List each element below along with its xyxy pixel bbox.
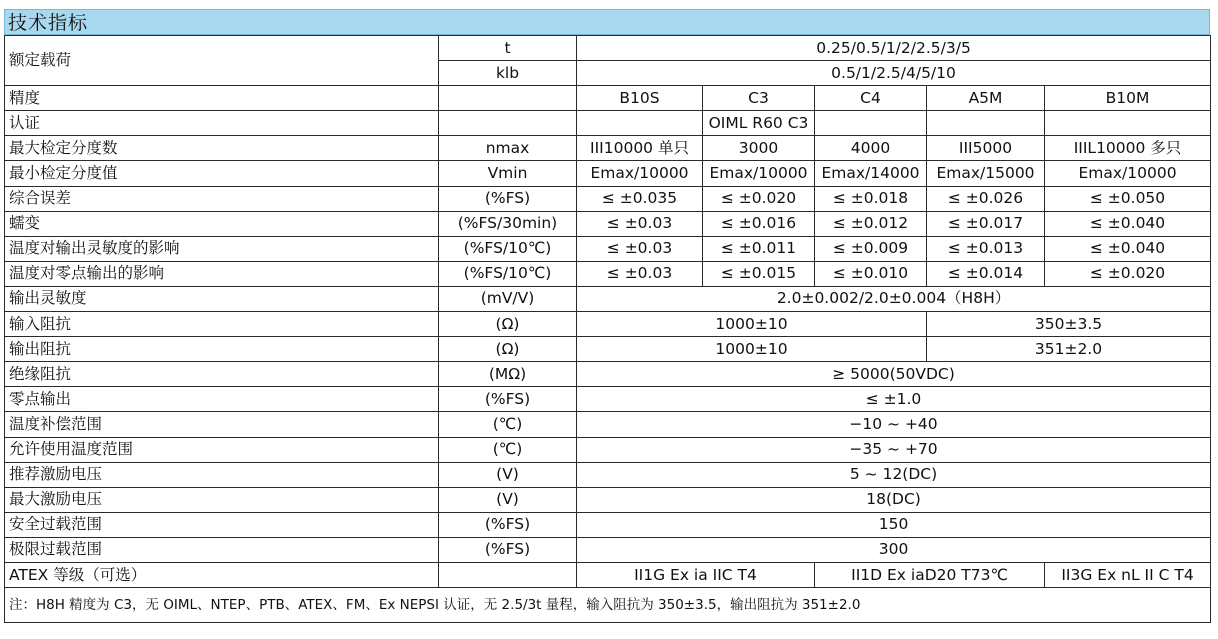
table-row [5, 387, 1211, 412]
table-row [5, 86, 1211, 111]
table-cell: Emax/15000 [927, 161, 1045, 186]
table-cell: 4000 [815, 136, 927, 161]
table-cell: ≤ ±0.013 [927, 236, 1045, 261]
rated-load-t-value: 0.25/0.5/1/2/2.5/3/5 [577, 36, 1211, 61]
footnote: 注：H8H 精度为 C3，无 OIML、NTEP、PTB、ATEX、FM、Ex NEPSI 认证，无 2.5/3t 量程，输入阻抗为 350±3.5，输出阻抗为 351±2.0 [5, 588, 1211, 623]
table-row [5, 487, 1211, 512]
table-cell [815, 111, 927, 136]
row-label: 综合误差 [5, 186, 439, 211]
table-row [5, 512, 1211, 537]
table-row [5, 211, 1211, 236]
table-cell: ≤ ±0.040 [1045, 211, 1211, 236]
table-row [5, 36, 1211, 61]
row-unit: (℃) [439, 412, 577, 437]
grade-header: C4 [815, 86, 927, 111]
table-row [5, 337, 1211, 362]
table-cell: ≤ ±0.035 [577, 186, 703, 211]
row-unit: t [439, 36, 577, 61]
table-cell: 3000 [703, 136, 815, 161]
table-row [5, 136, 1211, 161]
table-cell: IIIL10000 多只 [1045, 136, 1211, 161]
row-label: 温度对输出灵敏度的影响 [5, 236, 439, 261]
table-cell: ≤ ±0.016 [703, 211, 815, 236]
spec-table [4, 35, 1211, 623]
row-unit: (mV/V) [439, 286, 577, 311]
table-cell: ≥ 5000(50VDC) [577, 362, 1211, 387]
row-unit: klb [439, 61, 577, 86]
table-row [5, 161, 1211, 186]
table-cell: ≤ ±0.026 [927, 186, 1045, 211]
row-label: 零点输出 [5, 387, 439, 412]
row-label: 温度补偿范围 [5, 412, 439, 437]
table-row [5, 286, 1211, 311]
table-row [5, 362, 1211, 387]
table-cell: 351±2.0 [927, 337, 1211, 362]
table-cell: ≤ ±0.03 [577, 236, 703, 261]
row-label: 额定载荷 [5, 36, 439, 86]
table-cell: Emax/10000 [703, 161, 815, 186]
row-label: ATEX 等级（可选） [5, 562, 439, 587]
table-cell [927, 111, 1045, 136]
table-row [5, 236, 1211, 261]
table-cell: OIML R60 C3 [703, 111, 815, 136]
table-cell: ≤ ±0.014 [927, 261, 1045, 286]
table-row [5, 261, 1211, 286]
table-cell: 5 ~ 12(DC) [577, 462, 1211, 487]
table-cell: ≤ ±0.010 [815, 261, 927, 286]
row-label: 输出阻抗 [5, 337, 439, 362]
row-unit [439, 86, 577, 111]
row-unit: (%FS) [439, 186, 577, 211]
table-cell: 18(DC) [577, 487, 1211, 512]
table-cell: 1000±10 [577, 312, 927, 337]
row-label: 输入阻抗 [5, 312, 439, 337]
row-label: 温度对零点输出的影响 [5, 261, 439, 286]
table-row [5, 537, 1211, 562]
table-cell: 300 [577, 537, 1211, 562]
rated-load-klb-value: 0.5/1/2.5/4/5/10 [577, 61, 1211, 86]
row-unit: Vmin [439, 161, 577, 186]
row-unit [439, 111, 577, 136]
section-title-bar [4, 9, 1210, 35]
table-cell: ≤ ±0.020 [703, 186, 815, 211]
table-cell: ≤ ±0.009 [815, 236, 927, 261]
row-unit: (%FS) [439, 537, 577, 562]
table-cell: II1G Ex ia IIC T4 [577, 562, 815, 587]
table-cell: 1000±10 [577, 337, 927, 362]
table-cell: II3G Ex nL II C T4 [1045, 562, 1211, 587]
table-cell: Emax/10000 [1045, 161, 1211, 186]
table-cell: ≤ ±0.012 [815, 211, 927, 236]
row-unit [439, 562, 577, 587]
table-cell [1045, 111, 1211, 136]
table-row [5, 412, 1211, 437]
row-label: 认证 [5, 111, 439, 136]
row-label: 精度 [5, 86, 439, 111]
row-label: 输出灵敏度 [5, 286, 439, 311]
table-row [5, 437, 1211, 462]
table-cell: ≤ ±0.018 [815, 186, 927, 211]
row-label: 蠕变 [5, 211, 439, 236]
table-cell: ≤ ±0.03 [577, 211, 703, 236]
table-cell: 350±3.5 [927, 312, 1211, 337]
row-unit: (MΩ) [439, 362, 577, 387]
table-row [5, 562, 1211, 587]
table-cell: ≤ ±0.03 [577, 261, 703, 286]
table-cell: ≤ ±0.015 [703, 261, 815, 286]
table-cell: ≤ ±0.011 [703, 236, 815, 261]
row-unit: (%FS/10℃) [439, 261, 577, 286]
table-cell: ≤ ±1.0 [577, 387, 1211, 412]
row-unit: (Ω) [439, 312, 577, 337]
row-label: 极限过载范围 [5, 537, 439, 562]
table-cell: ≤ ±0.020 [1045, 261, 1211, 286]
table-cell: II1D Ex iaD20 T73℃ [815, 562, 1045, 587]
table-row [5, 462, 1211, 487]
row-label: 绝缘阻抗 [5, 362, 439, 387]
table-cell: −35 ~ +70 [577, 437, 1211, 462]
table-cell: −10 ~ +40 [577, 412, 1211, 437]
table-cell: III10000 单只 [577, 136, 703, 161]
row-unit: (V) [439, 462, 577, 487]
table-cell: III5000 [927, 136, 1045, 161]
table-cell: 2.0±0.002/2.0±0.004（H8H） [577, 286, 1211, 311]
row-unit: (%FS) [439, 512, 577, 537]
table-cell: ≤ ±0.017 [927, 211, 1045, 236]
table-row [5, 312, 1211, 337]
grade-header: A5M [927, 86, 1045, 111]
table-cell [577, 111, 703, 136]
table-cell: ≤ ±0.050 [1045, 186, 1211, 211]
row-label: 最小检定分度值 [5, 161, 439, 186]
grade-header: B10M [1045, 86, 1211, 111]
row-unit: (V) [439, 487, 577, 512]
table-cell: Emax/14000 [815, 161, 927, 186]
table-cell: 150 [577, 512, 1211, 537]
table-cell: Emax/10000 [577, 161, 703, 186]
row-unit: (%FS) [439, 387, 577, 412]
row-unit: nmax [439, 136, 577, 161]
row-label: 最大激励电压 [5, 487, 439, 512]
row-unit: (Ω) [439, 337, 577, 362]
row-label: 推荐激励电压 [5, 462, 439, 487]
table-row [5, 186, 1211, 211]
table-cell: ≤ ±0.040 [1045, 236, 1211, 261]
grade-header: C3 [703, 86, 815, 111]
row-unit: (%FS/10℃) [439, 236, 577, 261]
row-label: 允许使用温度范围 [5, 437, 439, 462]
table-row [5, 588, 1211, 623]
row-unit: (%FS/30min) [439, 211, 577, 236]
section-title: 技术指标 [8, 12, 89, 34]
grade-header: B10S [577, 86, 703, 111]
row-label: 最大检定分度数 [5, 136, 439, 161]
table-row [5, 111, 1211, 136]
row-label: 安全过载范围 [5, 512, 439, 537]
row-unit: (℃) [439, 437, 577, 462]
